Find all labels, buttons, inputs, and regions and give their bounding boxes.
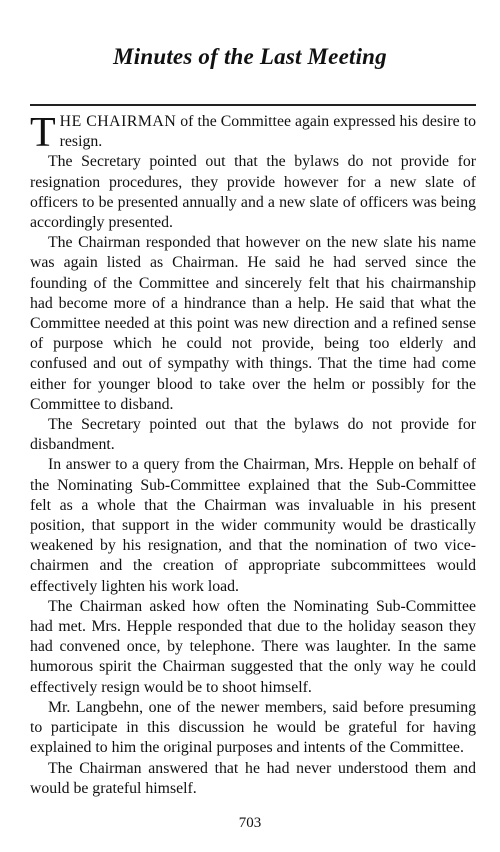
page-number: 703 (238, 815, 262, 831)
opening-paragraph (30, 110, 476, 156)
drop-cap: T (30, 110, 56, 156)
paragraph: The Chairman asked how often the Nominating Sub-Committee had met. Mrs. Hepple responded that due to the holiday season they had convened once, by telephone. There was laughter. In the same humorous spirit the Chairman suggested that the only way he could effectively resign would be to shoot himself. (30, 597, 476, 696)
paragraph: The Secretary pointed out that the bylaws do not provide for disbandment. (30, 416, 476, 454)
opening-text: of the Committee again expressed his desire to resign. (59, 113, 476, 151)
opening-small-caps: HE CHAIRMAN (59, 113, 177, 130)
title-rule (30, 104, 476, 106)
page-title: Minutes of the Last Meeting (113, 44, 387, 69)
paragraph: The Chairman answered that he had never understood them and would be grateful himself. (30, 759, 476, 797)
paragraph: Mr. Langbehn, one of the newer members, said before presuming to participate in this discussion he would be grateful for having explained to him the original purposes and intents of the Committee. (30, 698, 476, 757)
minutes-text (30, 112, 476, 799)
paragraph: The Chairman responded that however on the new slate his name was again listed as Chairman. He said he had served since the founding of the Committee and sincerely felt that his chairmanship had become more of a hindrance than a help. He said that what the Committee needed at this point was new direction and a refined sense of purpose which he could not provide, being too elderly and confused and out of sympathy with things. That the time had come either for younger blood to take over the helm or possibly for the Committee to disband. (30, 234, 476, 413)
paragraph: In answer to a query from the Chairman, Mrs. Hepple on behalf of the Nominating Sub-Committee explained that the Sub-Committee felt as a whole that the Chairman was invaluable in his present position, that support in the wider community would be drastically weakened by his resignation, and that the nomination of two vice-chairmen and the creation of appropriate subcommittees would effectively lighten his work load. (30, 456, 476, 595)
paragraph: The Secretary pointed out that the bylaws do not provide for resignation procedures, they provide however for a new slate of officers to be presented annually and a new slate of officers was being accordingly presented. (30, 153, 476, 232)
